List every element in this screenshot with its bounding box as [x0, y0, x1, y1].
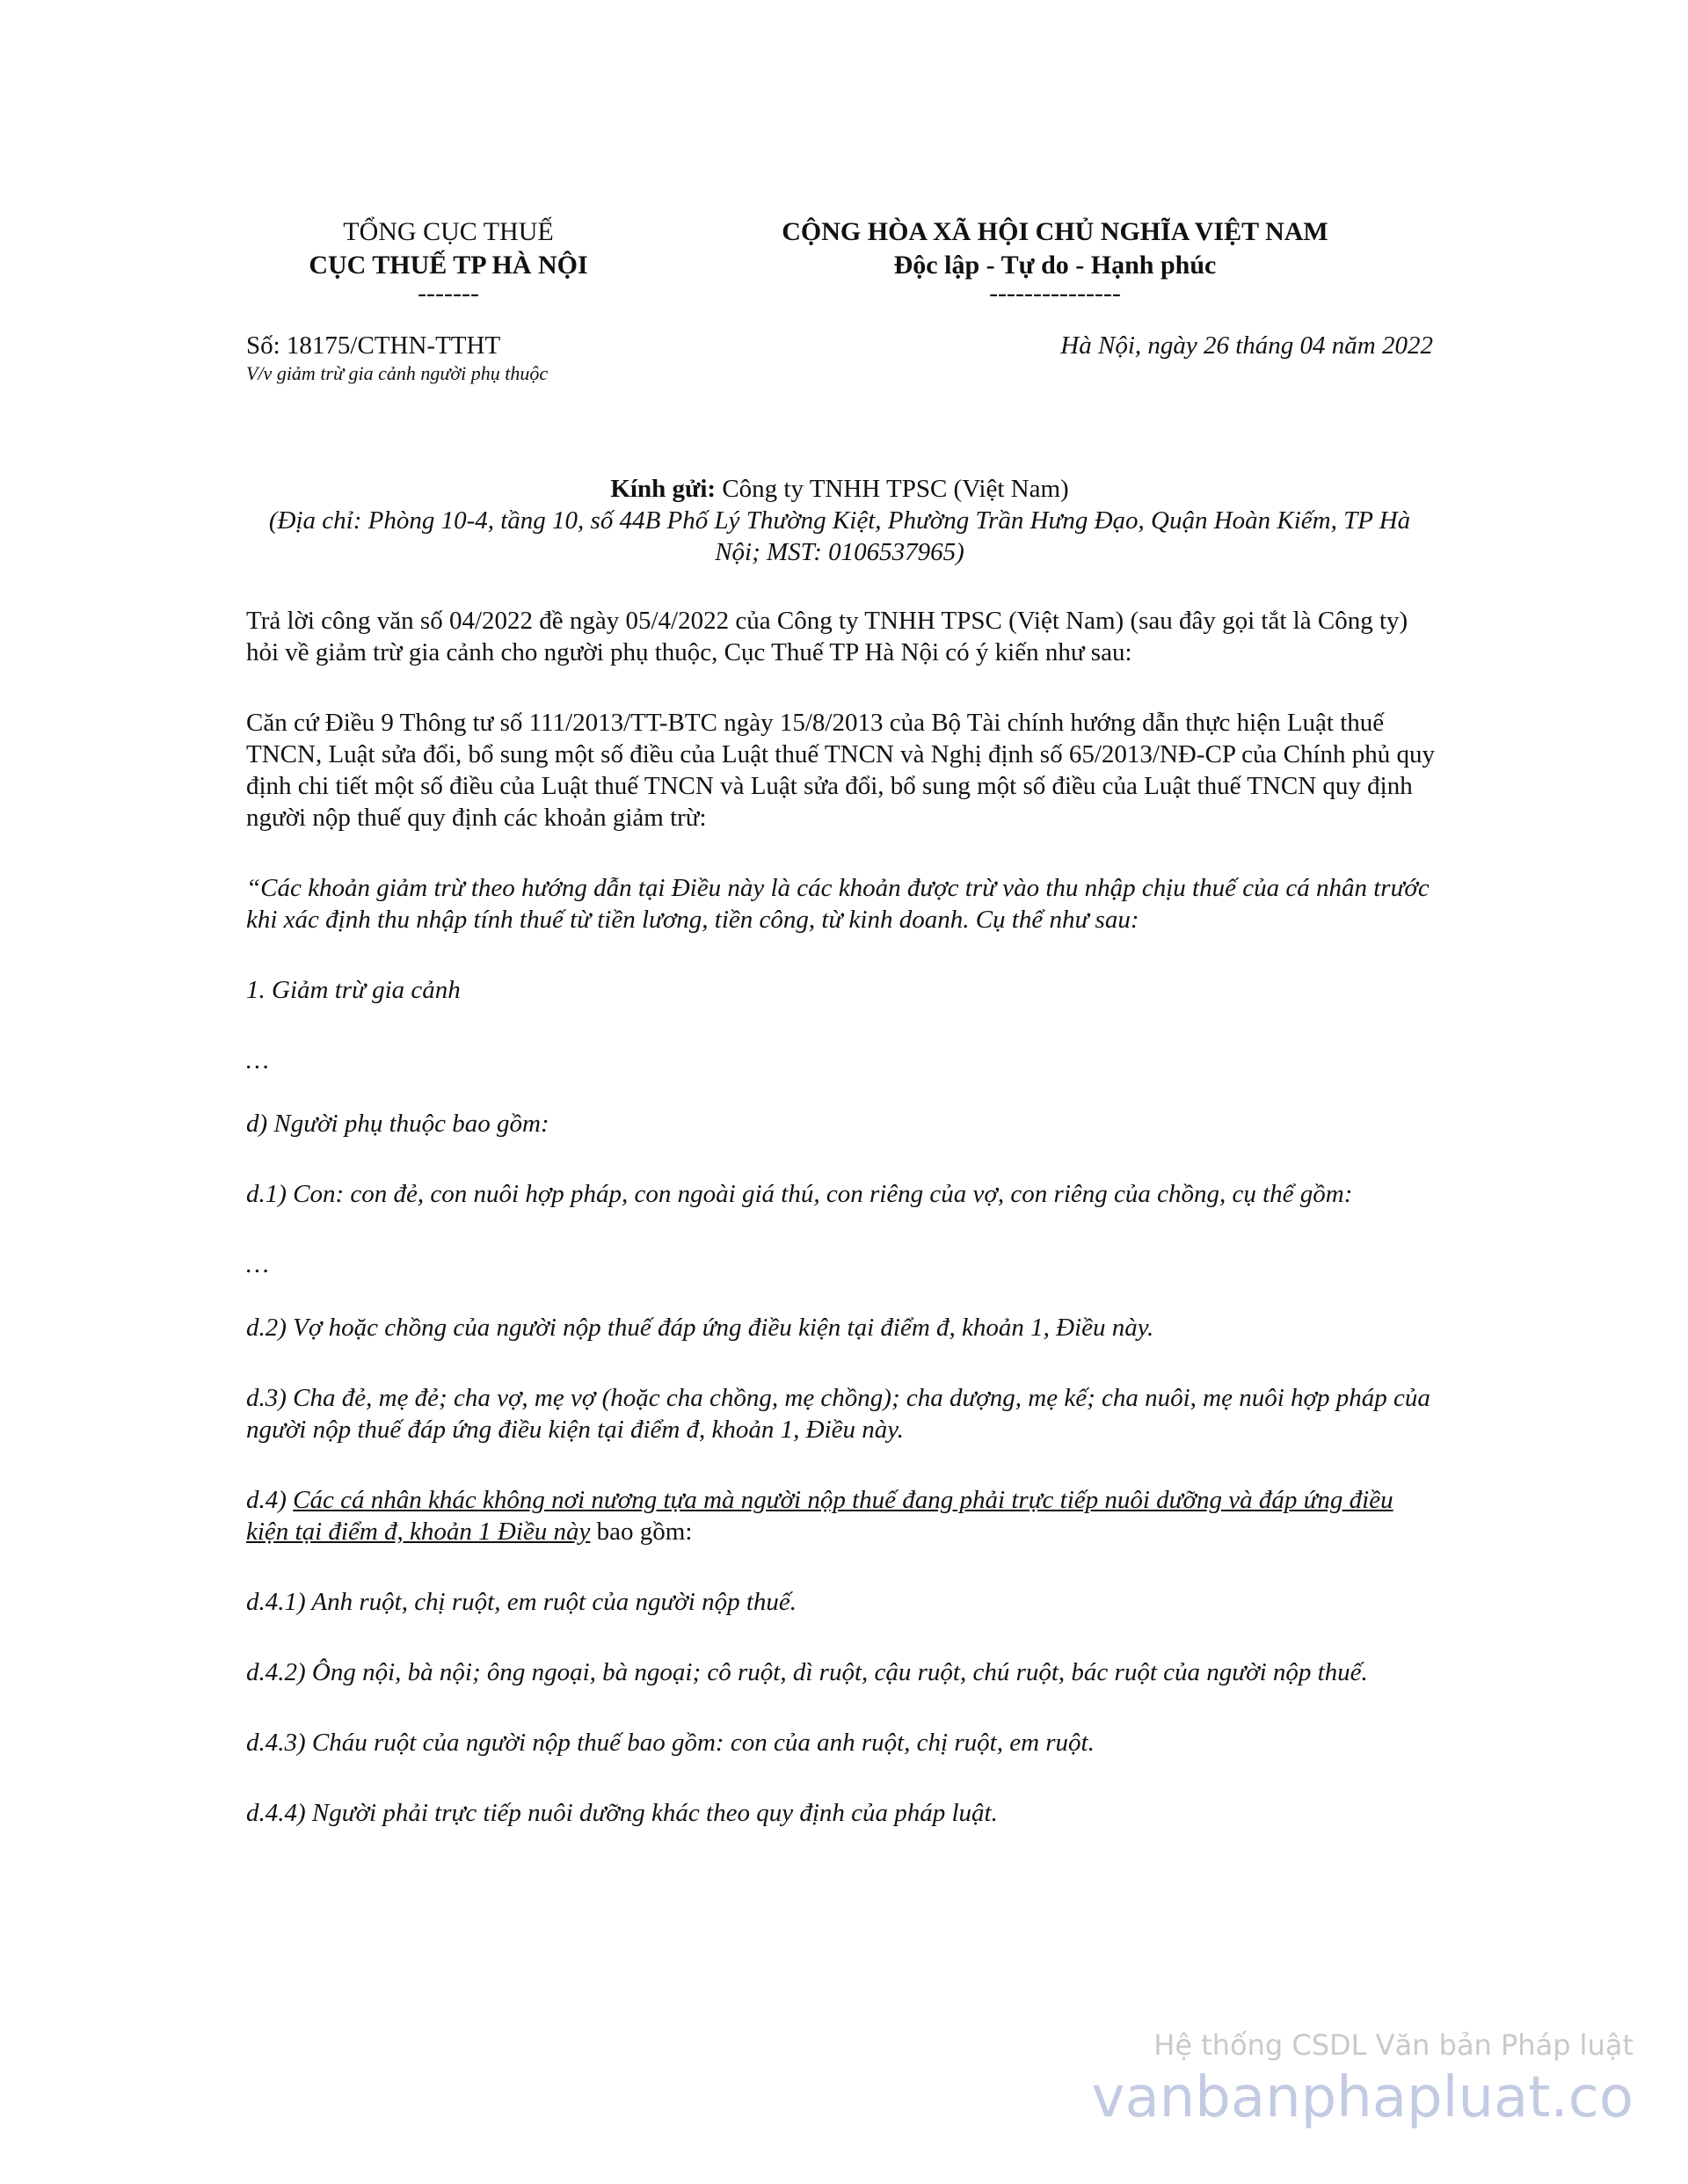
quote-dependents: d) Người phụ thuộc bao gồm:: [246, 1110, 549, 1138]
document-subject: V/v giảm trừ gia cảnh người phụ thuộc: [246, 362, 549, 384]
agency-divider: -------: [418, 279, 479, 308]
recipient-block: [246, 473, 1433, 568]
quote-d4-3: d.4.3) Cháu ruột của người nộp thuế bao gồm: con của anh ruột, chị ruột, em ruột.: [246, 1729, 1095, 1757]
recipient-label: Kính gửi:: [610, 475, 717, 503]
motto-divider: ---------------: [989, 279, 1121, 308]
quote-d1: d.1) Con: con đẻ, con nuôi hợp pháp, con ngoài giá thú, con riêng của vợ, con riêng của chồng, cụ thể gồm:: [246, 1180, 1353, 1208]
quote-d4-2: d.4.2) Ông nội, bà nội; ông ngoại, bà ngoại; cô ruột, dì ruột, cậu ruột, chú ruột, bác ruột của người nộp thuế.: [246, 1658, 1368, 1686]
quote-d3: d.3) Cha đẻ, mẹ đẻ; cha vợ, mẹ vợ (hoặc cha chồng, mẹ chồng); cha dượng, mẹ kế; cha nuôi, mẹ nuôi hợp pháp của người nộp thuế đáp ứng điều kiện tại điểm đ, khoản 1, Điều này.: [246, 1384, 1430, 1444]
paragraph-reply: Trả lời công văn số 04/2022 đề ngày 05/4/2022 của Công ty TNHH TPSC (Việt Nam) (sau đây gọi tắt là Công ty) hỏi về giảm trừ gia cảnh cho người phụ thuộc, Cục Thuế TP Hà Nội có ý kiến như sau:: [246, 607, 1408, 666]
quote-d4: [246, 1484, 1437, 1547]
issuing-agency-block: [246, 215, 651, 308]
paragraph-legal-basis: Căn cứ Điều 9 Thông tư số 111/2013/TT-BTC ngày 15/8/2013 của Bộ Tài chính hướng dẫn thực hiện Luật thuế TNCN, Luật sửa đổi, bổ sung một số điều của Luật thuế TNCN và Nghị định số 65/2013/NĐ-CP của Chính phủ quy định chi tiết một số điều của Luật thuế TNCN và Luật sửa đổi, bổ sung một số điều của Luật thuế TNCN quy định người nộp thuế quy định các khoản giảm trừ:: [246, 709, 1436, 832]
quote-family-deduction: 1. Giảm trừ gia cảnh: [246, 976, 461, 1004]
quote-d4-suffix: bao gồm:: [590, 1518, 693, 1546]
recipient-name: Công ty TNHH TPSC (Việt Nam): [722, 475, 1069, 503]
quote-ellipsis-1: …: [246, 1046, 269, 1074]
recipient-address: (Địa chỉ: Phòng 10-4, tầng 10, số 44B Phố Lý Thường Kiệt, Phường Trần Hưng Đạo, Quận Hoàn Kiếm, TP Hà Nội; MST: 0106537965): [268, 506, 1411, 566]
national-title-block: [747, 215, 1363, 308]
quote-d4-1: d.4.1) Anh ruột, chị ruột, em ruột của người nộp thuế.: [246, 1588, 797, 1616]
recipient-line: [246, 473, 1433, 505]
quote-d4-underlined: Các cá nhân khác không nơi nương tựa mà người nộp thuế đang phải trực tiếp nuôi dưỡng và đáp ứng điều kiện tại điểm đ, khoản 1 Điều này: [246, 1486, 1393, 1546]
quote-intro: “Các khoản giảm trừ theo hướng dẫn tại Điều này là các khoản được trừ vào thu nhập chịu thuế của cá nhân trước khi xác định thu nhập tính thuế từ tiền lương, tiền công, từ kinh doanh. Cụ thể như sau:: [246, 874, 1430, 934]
document-number: Số: 18175/CTHN-TTHT: [246, 331, 501, 360]
watermark: [1092, 2026, 1633, 2131]
quote-d4-prefix: d.4): [246, 1486, 294, 1514]
national-title: CỘNG HÒA XÃ HỘI CHỦ NGHĨA VIỆT NAM: [782, 217, 1328, 246]
quote-ellipsis-2: …: [246, 1250, 269, 1278]
watermark-line-1: Hệ thống CSDL Văn bản Pháp luật: [1153, 2028, 1633, 2062]
document-date: Hà Nội, ngày 26 tháng 04 năm 2022: [1060, 331, 1433, 360]
parent-agency: TỔNG CỤC THUẾ: [343, 217, 554, 246]
issuing-agency: CỤC THUẾ TP HÀ NỘI: [309, 251, 588, 280]
quote-d4-4: d.4.4) Người phải trực tiếp nuôi dưỡng khác theo quy định của pháp luật.: [246, 1799, 998, 1827]
national-motto: Độc lập - Tự do - Hạnh phúc: [893, 251, 1217, 280]
document-body: [246, 605, 1437, 1867]
watermark-site: vanbanphapluat.co: [1091, 2065, 1633, 2130]
quote-d2: d.2) Vợ hoặc chồng của người nộp thuế đáp ứng điều kiện tại điểm đ, khoản 1, Điều này.: [246, 1314, 1154, 1342]
